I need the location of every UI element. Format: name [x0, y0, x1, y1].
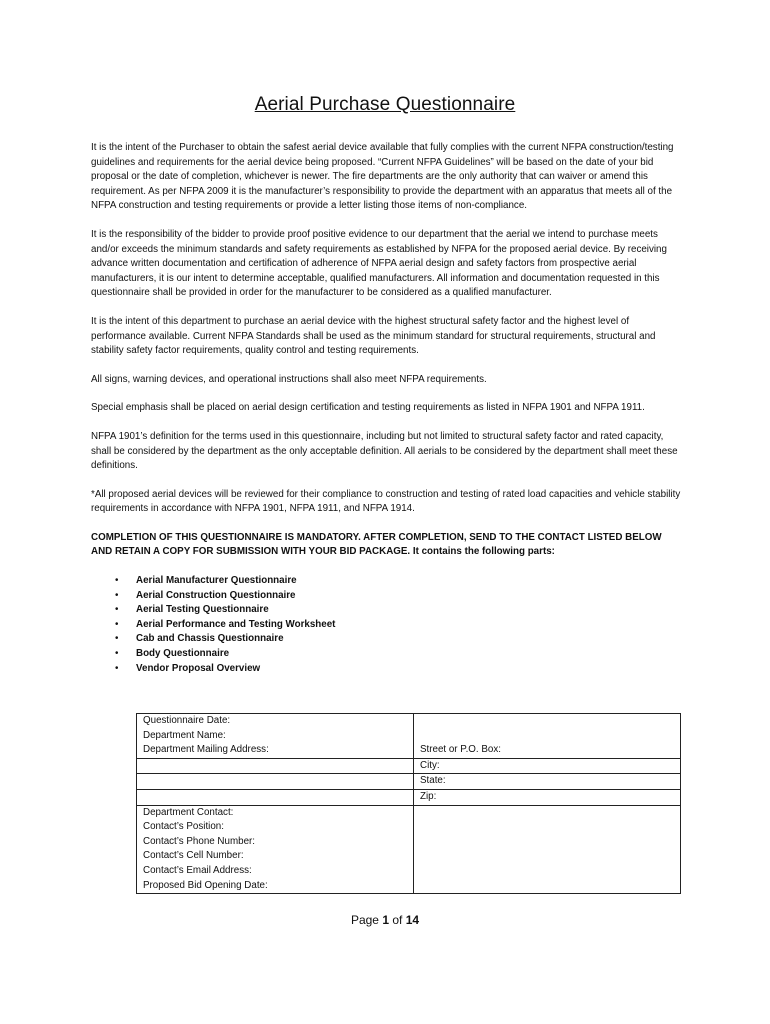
state-field[interactable]: State:	[414, 774, 681, 790]
phone-label: Contact’s Phone Number:	[137, 835, 414, 850]
table-row	[137, 820, 681, 835]
bid-date-label: Proposed Bid Opening Date:	[137, 879, 414, 894]
list-item: • Vendor Proposal Overview	[91, 662, 683, 677]
table-row	[137, 743, 681, 758]
emphasis-paragraph: Special emphasis shall be placed on aerial design certification and testing requirements as listed in NFPA 1901 and NFPA 1911.	[91, 402, 645, 414]
definition-paragraph: NFPA 1901’s definition for the terms used in this questionnaire, including but not limited to structural safety factor and rated capacity, shall be considered by the department as the only acceptable definition. All aerials to be considered by the department shall meet these definitions.	[91, 430, 678, 472]
address-blank-cell	[137, 774, 414, 790]
responsibility-paragraph: It is the responsibility of the bidder to provide proof positive evidence to our department that the aerial we intend to purchase meets and/or exceeds the minimum standards and safety requirements as established by NFPA for the proposed aerial device. By receiving advance written documentation and certification of adherence of NFPA aerial design and safety factors from prospective aerial manufacturers, it is our intent to determine acceptable, qualified manufacturers. All information and documentation requested in this questionnaire shall be provided in order for the manufacturer to be considered as a qualified manufacturer.	[91, 228, 667, 299]
page-total: 14	[405, 913, 420, 927]
list-item: • Body Questionnaire	[91, 647, 683, 662]
contact-field[interactable]	[414, 805, 681, 820]
list-item: • Aerial Performance and Testing Worksheet	[91, 618, 683, 633]
mandatory-notice: COMPLETION OF THIS QUESTIONNAIRE IS MANDATORY. AFTER COMPLETION, SEND TO THE CONTACT LISTED BELOW AND RETAIN A COPY FOR SUBMISSION WITH YOUR BID PACKAGE. It contains the following parts:	[91, 531, 662, 558]
list-item: • Aerial Manufacturer Questionnaire	[91, 574, 683, 589]
table-row	[137, 879, 681, 894]
table-row	[137, 758, 681, 774]
signs-paragraph: All signs, warning devices, and operational instructions shall also meet NFPA requirements.	[91, 373, 487, 385]
street-field[interactable]: Street or P.O. Box:	[414, 743, 681, 758]
city-field[interactable]: City:	[414, 758, 681, 774]
page-footer	[0, 913, 770, 927]
page-word: Page	[350, 913, 383, 927]
questionnaire-date-label: Questionnaire Date:	[137, 714, 414, 729]
table-row	[137, 864, 681, 879]
table-row	[137, 805, 681, 820]
contact-label: Department Contact:	[137, 805, 414, 820]
questionnaire-date-field[interactable]	[414, 714, 681, 729]
bid-date-field[interactable]	[414, 879, 681, 894]
address-blank-cell	[137, 758, 414, 774]
department-name-label: Department Name:	[137, 729, 414, 744]
parts-list	[91, 574, 683, 676]
email-field[interactable]	[414, 864, 681, 879]
list-item: • Cab and Chassis Questionnaire	[91, 632, 683, 647]
document-title: Aerial Purchase Questionnaire	[254, 94, 516, 115]
cell-label: Contact’s Cell Number:	[137, 849, 414, 864]
table-row	[137, 849, 681, 864]
intent-paragraph: It is the intent of this department to purchase an aerial device with the highest structural safety factor and the highest level of performance available. Current NFPA Standards shall be used as the minimum standard for structural requirements, structural and stability safety factor requirements, quality control and testing requirements.	[91, 315, 656, 357]
position-field[interactable]	[414, 820, 681, 835]
table-row	[137, 835, 681, 850]
of-word: of	[389, 913, 406, 927]
table-row	[137, 714, 681, 729]
email-label: Contact’s Email Address:	[137, 864, 414, 879]
table-row	[137, 789, 681, 805]
department-info-form	[136, 713, 681, 894]
table-row	[137, 729, 681, 744]
cell-field[interactable]	[414, 849, 681, 864]
mailing-address-label: Department Mailing Address:	[137, 743, 414, 758]
address-blank-cell	[137, 789, 414, 805]
review-paragraph: *All proposed aerial devices will be reviewed for their compliance to construction and testing of rated load capacities and vehicle stability requirements in accordance with NFPA 1901, NFPA 1911, and NFPA 1914.	[91, 488, 681, 515]
department-name-field[interactable]	[414, 729, 681, 744]
table-row	[137, 774, 681, 790]
position-label: Contact’s Position:	[137, 820, 414, 835]
intro-paragraph: It is the intent of the Purchaser to obtain the safest aerial device available that fully complies with the current NFPA construction/testing guidelines and requirements for the aerial device being proposed. “Current NFPA Guidelines” will be based on the date of your bid proposal or the date of completion, whichever is newer. The fire departments are the only authority that can waiver or amend this requirement. As per NFPA 2009 it is the manufacturer’s responsibility to provide the department with an apparatus that meets all of the NFPA construction and testing requirements or provide a letter listing those items of non-compliance.	[91, 142, 674, 212]
page-number: 1	[382, 913, 389, 927]
zip-field[interactable]: Zip:	[414, 789, 681, 805]
list-item: • Aerial Construction Questionnaire	[91, 589, 683, 604]
document-body	[91, 141, 683, 676]
list-item: • Aerial Testing Questionnaire	[91, 603, 683, 618]
phone-field[interactable]	[414, 835, 681, 850]
